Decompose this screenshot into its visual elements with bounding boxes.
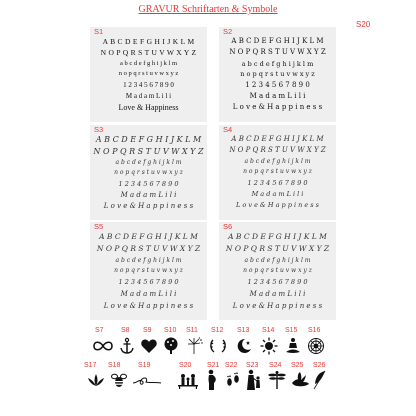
tree-of-life-icon[interactable] <box>162 337 180 355</box>
symbol-label-s10: S10 <box>164 327 177 334</box>
font-line-name: M a d a m L i l i <box>120 191 177 199</box>
font-line-uppercase-2: N O P Q R S T U V W X Y Z <box>225 244 330 253</box>
font-line-uppercase-1: A B C D E F G H I J K L M <box>231 135 324 143</box>
symbol-label-s15: S15 <box>285 327 298 334</box>
meditation-icon[interactable] <box>284 337 302 355</box>
symbol-label-s25: S25 <box>291 362 304 369</box>
font-line-uppercase-2: N O P Q R S T U V W X Y Z <box>229 146 326 154</box>
family-bench-icon[interactable] <box>177 371 199 389</box>
font-label: S6 <box>223 222 233 231</box>
s20-corner-label: S20 <box>356 20 371 29</box>
font-line-lowercase-1: a b c d e f g h i j k l m <box>115 159 182 166</box>
symbol-label-s19: S19 <box>138 362 151 369</box>
feather-icon[interactable] <box>313 370 327 390</box>
font-line-lowercase-2: n o p q r s t u v w x y z <box>243 267 312 274</box>
heart-line-icon[interactable] <box>132 371 162 389</box>
font-panel-s3[interactable] <box>90 125 207 220</box>
page-title: GRAVUR Schriftarten & Symbole <box>138 4 278 15</box>
font-line-uppercase-2: N O P Q R S T U V W X Y Z <box>93 147 204 156</box>
anchor-icon[interactable] <box>118 337 136 355</box>
font-line-name: M a d a m L i l i <box>249 92 306 100</box>
font-line-phrase: L o v e & H a p p i n e s s <box>235 201 320 209</box>
font-panel-s2[interactable] <box>219 27 336 122</box>
font-line-lowercase-1: a b c d e f g h i j k l m <box>119 60 178 67</box>
dove-icon[interactable] <box>290 371 310 389</box>
symbol-label-s9: S9 <box>143 327 152 334</box>
pregnant-woman-icon[interactable] <box>205 369 219 391</box>
laurel-wreath-icon[interactable] <box>209 337 227 355</box>
font-line-uppercase-2: N O P Q R S T U V W X Y Z <box>96 244 201 253</box>
symbol-label-s8: S8 <box>121 327 130 334</box>
font-line-lowercase-2: n o p q r s t u v w x y z <box>243 168 312 175</box>
moon-star-icon[interactable] <box>235 337 253 355</box>
symbol-label-s22: S22 <box>225 362 238 369</box>
symbol-label-s20: S20 <box>179 362 192 369</box>
font-line-uppercase-1: A B C D E F G H I J K L M <box>228 232 327 241</box>
symbol-label-s17: S17 <box>84 362 97 369</box>
symbol-label-s26: S26 <box>313 362 326 369</box>
font-panel-s1[interactable] <box>90 27 207 122</box>
font-line-digits: 1 2 3 4 5 6 7 8 9 0 <box>123 81 174 89</box>
font-line-phrase: Love & Happiness <box>118 103 179 112</box>
font-label: S4 <box>223 125 233 134</box>
font-line-phrase: L o v e & H a p p i n e s s <box>232 103 323 111</box>
font-line-digits: 1 2 3 4 5 6 7 8 9 0 <box>245 81 310 89</box>
font-label: S5 <box>94 222 104 231</box>
font-line-lowercase-2: n o p q r s t u v w x y z <box>118 70 179 77</box>
mother-child-icon[interactable] <box>245 369 263 391</box>
font-line-lowercase-1: a b c d e f g h i j k l m <box>244 257 311 264</box>
symbol-label-s12: S12 <box>211 327 224 334</box>
symbol-label-s23: S23 <box>246 362 259 369</box>
symbol-label-s18: S18 <box>108 362 121 369</box>
font-label: S1 <box>94 27 104 36</box>
lotus-icon[interactable] <box>86 371 106 389</box>
font-panel-s5[interactable] <box>90 222 207 320</box>
mandala-icon[interactable] <box>307 337 325 355</box>
font-line-phrase: L o v e & H a p p i n e s s <box>103 202 194 210</box>
font-label: S2 <box>223 27 233 36</box>
symbol-label-s16: S16 <box>308 327 321 334</box>
font-line-name: M a d a m L i l i <box>251 190 304 198</box>
symbol-label-s14: S14 <box>262 327 275 334</box>
font-panel-s4[interactable] <box>219 125 336 220</box>
infinity-icon[interactable] <box>91 337 115 355</box>
font-line-digits: 1 2 3 4 5 6 7 8 9 0 <box>118 278 179 286</box>
symbol-label-s7: S7 <box>95 327 104 334</box>
font-line-uppercase-1: A B C D E F G H I J K L M <box>231 37 324 45</box>
font-line-digits: 1 2 3 4 5 6 7 8 9 0 <box>247 179 308 187</box>
font-line-uppercase-1: A B C D E F G H I J K L M <box>99 232 198 241</box>
font-panel-s6[interactable] <box>219 222 336 320</box>
bee-icon[interactable] <box>110 371 128 389</box>
font-line-lowercase-2: n o p q r s t u v w x y z <box>240 70 315 78</box>
font-line-uppercase-1: A B C D E F G H I J K L M <box>95 135 202 144</box>
footprints-icon[interactable] <box>224 371 242 389</box>
font-line-lowercase-1: a b c d e f g h i j k l m <box>244 158 311 165</box>
dandelion-icon[interactable] <box>185 337 203 355</box>
font-line-uppercase-2: N O P Q R S T U V W X Y Z <box>229 48 326 56</box>
font-line-lowercase-1: a b c d e f g h i j k l m <box>241 60 314 68</box>
symbol-label-s11: S11 <box>186 327 198 334</box>
symbol-label-s21: S21 <box>207 362 220 369</box>
font-line-name: M a d a m L i l i <box>120 290 177 298</box>
font-line-digits: 1 2 3 4 5 6 7 8 9 0 <box>118 180 179 188</box>
font-line-lowercase-2: n o p q r s t u v w x y z <box>114 267 183 274</box>
font-line-digits: 1 2 3 4 5 6 7 8 9 0 <box>247 278 308 286</box>
font-line-phrase: L o v e & H a p p i n e s s <box>103 302 194 310</box>
font-line-phrase: L o v e & H a p p i n e s s <box>232 302 323 310</box>
font-line-name: M a d a m L i l i <box>249 290 306 298</box>
font-line-uppercase-2: N O P Q R S T U V W X Y Z <box>100 48 197 57</box>
sun-icon[interactable] <box>260 337 278 355</box>
font-line-name: M a d a m L i l i <box>125 92 172 100</box>
font-line-lowercase-1: a b c d e f g h i j k l m <box>115 257 182 264</box>
font-line-uppercase-1: A B C D E F G H I J K L M <box>102 37 195 46</box>
symbol-label-s24: S24 <box>269 362 282 369</box>
symbol-label-s13: S13 <box>237 327 250 334</box>
dragonfly-icon[interactable] <box>268 370 286 390</box>
font-label: S3 <box>94 125 104 134</box>
heart-icon[interactable] <box>140 337 158 355</box>
font-line-lowercase-2: n o p q r s t u v w x y z <box>114 169 183 176</box>
